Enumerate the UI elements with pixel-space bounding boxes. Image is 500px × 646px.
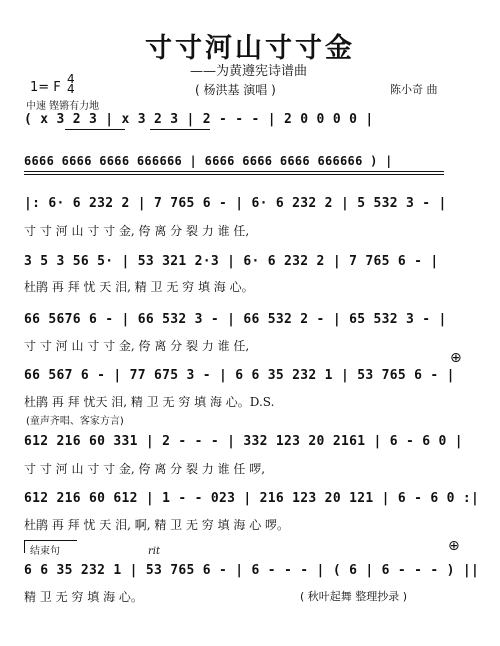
- lyrics-row-5: 寸 寸 河 山 寸 寸 金, 侉 离 分 裂 力 谁 任,: [24, 339, 250, 353]
- beam-row-1: [65, 129, 125, 130]
- score-row-5: 66 5676 6 - | 66 532 3 - | 66 532 2 - | 65 532 3 - |: [24, 312, 447, 327]
- time-signature: [67, 74, 75, 94]
- lyrics-row-4: 杜鹃 再 拜 忧 天 泪, 精 卫 无 穷 填 海 心。: [24, 280, 254, 294]
- beam-row-2: [24, 171, 444, 172]
- score-row-6: 66 567 6 - | 77 675 3 - | 6 6 35 232 1 | 53 765 6 - |: [24, 368, 455, 383]
- section-note-ending: 结束句: [30, 546, 60, 557]
- tempo-marking: 中速 铿锵有力地: [26, 101, 100, 112]
- ritardando: rit: [148, 546, 160, 557]
- lyrics-row-8: 杜鹃 再 拜 忧 天 泪, 啊, 精 卫 无 穷 填 海 心 啰。: [24, 518, 290, 532]
- time-bottom: 4: [67, 82, 75, 96]
- beam-row-2b: [24, 174, 444, 175]
- segno-icon-end: ⊕: [448, 538, 460, 554]
- segno-icon: ⊕: [450, 350, 462, 366]
- score-row-9: 6 6 35 232 1 | 53 765 6 - | 6 - - - | ( 6 | 6 - - - ) ||: [24, 563, 480, 578]
- subtitle: ——为黄遵宪诗谱曲: [190, 64, 308, 79]
- key-signature: 1= F: [30, 80, 61, 95]
- score-row-2: 6666 6666 6666 666666 | 6666 6666 6666 666666 ) |: [24, 154, 393, 168]
- lyrics-row-7: 寸 寸 河 山 寸 寸 金, 侉 离 分 裂 力 谁 任 啰,: [24, 462, 266, 476]
- time-top: 4: [67, 72, 75, 86]
- footer-credit: ( 秋叶起舞 整理抄录 ): [300, 590, 408, 603]
- score-row-8: 612 216 60 612 | 1 - - 023 | 216 123 20 121 | 6 - 6 0 :|: [24, 491, 480, 506]
- singer: ( 杨洪基 演唱 ): [195, 83, 276, 97]
- lyrics-row-3: 寸 寸 河 山 寸 寸 金, 侉 离 分 裂 力 谁 任,: [24, 224, 250, 238]
- score-row-3: |: 6· 6 232 2 | 7 765 6 - | 6· 6 232 2 | 5 532 3 - |: [24, 196, 447, 211]
- score-row-1: ( x 3 2 3 | x 3 2 3 | 2 - - - | 2 0 0 0 0 |: [24, 112, 374, 127]
- score-row-4: 3 5 3 56 5· | 53 321 2·3 | 6· 6 232 2 | 7 765 6 - |: [24, 254, 439, 269]
- lyrics-row-6: 杜鹃 再 拜 忧天 泪, 精 卫 无 穷 填 海 心。D.S.: [24, 395, 275, 409]
- composer: 陈小奇 曲: [390, 83, 438, 96]
- lyrics-row-9: 精 卫 无 穷 填 海 心。: [24, 590, 143, 604]
- section-note-children: (童声齐唱、客家方言): [26, 416, 124, 427]
- beam-row-1b: [150, 129, 210, 130]
- score-row-7: 612 216 60 331 | 2 - - - | 332 123 20 2161 | 6 - 6 0 |: [24, 434, 463, 449]
- title: 寸寸河山寸寸金: [145, 33, 355, 64]
